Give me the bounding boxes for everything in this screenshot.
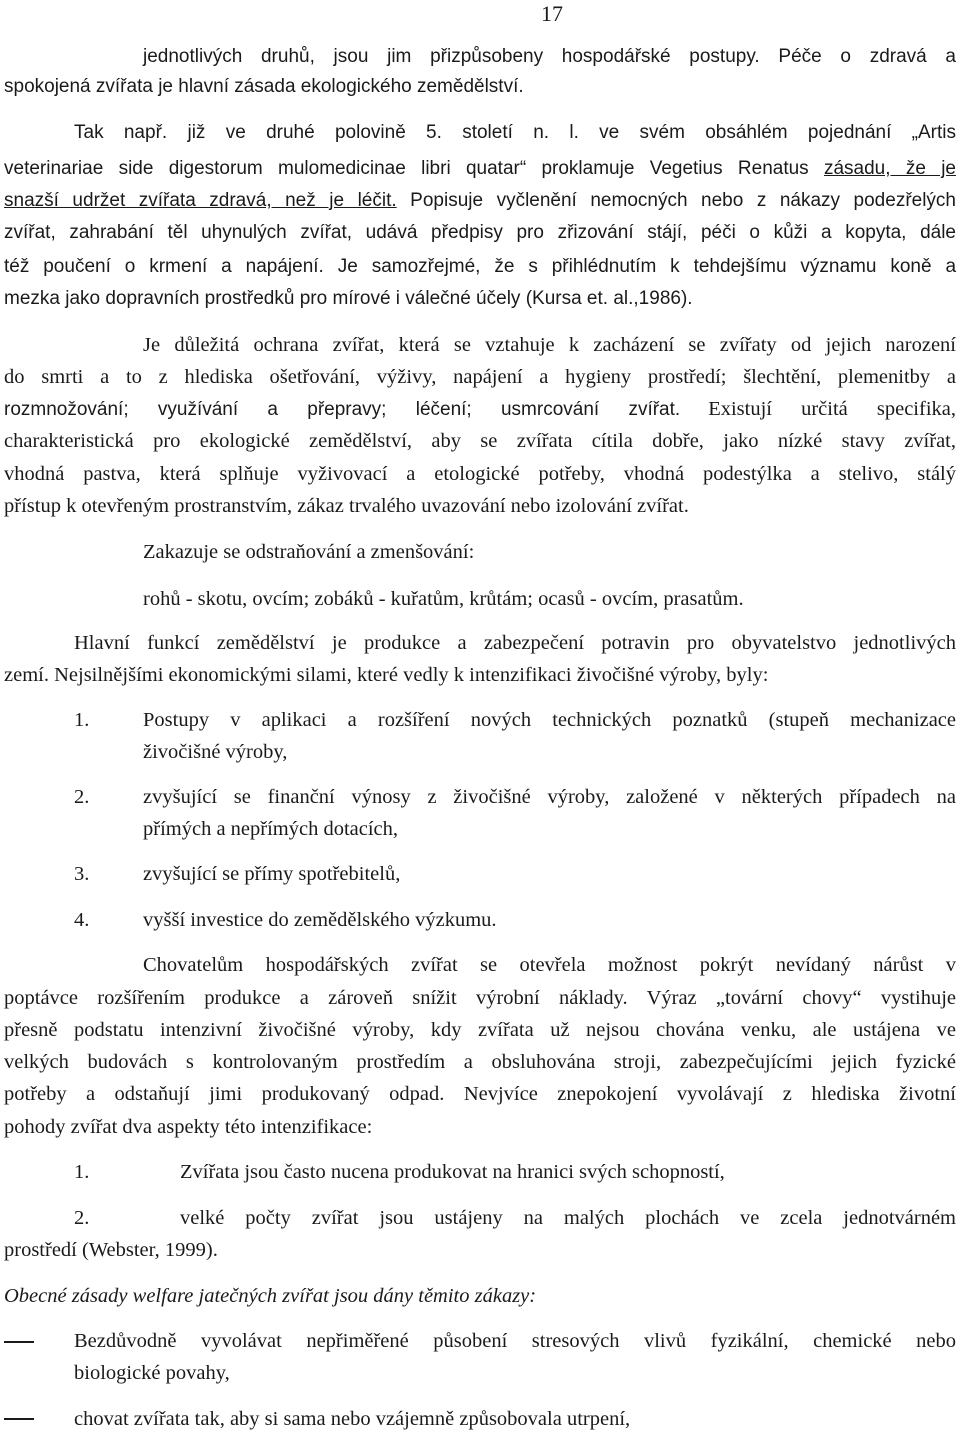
list-item-line: přímých a nepřímých dotacích, [143, 818, 399, 840]
list-item-line: Postupy v aplikaci a rozšíření nových technických poznatků (stupeň mechanizace [143, 709, 956, 731]
list-item-line: zvyšující se finanční výnosy z živočišné výroby, založené v některých případech na [143, 786, 956, 808]
text-line: do smrti a to z hlediska ošetřování, výživy, napájení a hygieny prostředí; šlechtění, plemenitby a [4, 366, 956, 388]
text-span: též poučení o krmení a napájení. [4, 256, 324, 277]
list-number: 2. [74, 786, 90, 808]
text-line: Zakazuje se odstraňování a zmenšování: [143, 541, 475, 563]
text-line: zemí. Nejsilnějšími ekonomickými silami, které vedly k intenzifikaci živočišné výroby, byly: [4, 664, 769, 686]
text-line: pohody zvířat dva aspekty této intenzifikace: [4, 1116, 373, 1138]
list-number: 3. [74, 863, 90, 885]
text-span: Je samozřejmé, že s přihlédnutím k tehdejšímu významu koně a [337, 256, 957, 277]
text-line: zvířat, zahrabání těl uhynulých zvířat, udává předpisy pro zřizování stájí, péči o kůži a kopyta, dále [4, 222, 956, 243]
list-item-line: velké počty zvířat jsou ustájeny na malých plochách ve zcela jednotvárném [180, 1207, 956, 1229]
text-line: spokojená zvířata je hlavní zásada ekologického zemědělství. [4, 76, 524, 97]
text-line: přístup k otevřeným prostranstvím, zákaz trvalého uvazování nebo izolování zvířat. [4, 495, 689, 517]
text-span: veterinariae side digestorum mulomedicinae libri quatar“ proklamuje Vegetius Renatus [4, 158, 809, 179]
list-item-line: biologické povahy, [74, 1362, 230, 1384]
dash-bullet [4, 1418, 34, 1420]
text-span: Existují určitá specifika, [708, 398, 956, 420]
text-line: charakteristická pro ekologické zemědělství, aby se zvířata cítila dobře, jako nízké stavy zvířat, [4, 430, 956, 452]
text-line [4, 154, 956, 184]
text-line: jednotlivých druhů, jsou jim přizpůsobeny hospodářské postupy. Péče o zdravá a [143, 46, 956, 67]
list-item-line: zvyšující se přímy spotřebitelů, [143, 863, 401, 885]
text-line: velkých budovách s kontrolovaným prostředím a obsluhována stroji, zabezpečujícími jejich fyzické [4, 1051, 956, 1073]
dash-bullet [4, 1341, 34, 1343]
text-line [4, 186, 956, 216]
underlined-text: zásadu, že je [823, 158, 956, 179]
text-line: Hlavní funkcí zemědělství je produkce a zabezpečení potravin pro obyvatelstvo jednotlivých [74, 632, 956, 654]
list-number: 1. [74, 1161, 90, 1183]
list-item-line: Zvířata jsou často nucena produkovat na hranici svých schopností, [180, 1161, 725, 1183]
list-item-line: chovat zvířata tak, aby si sama nebo vzájemně způsobovala utrpení, [74, 1408, 631, 1430]
text-line: vhodná pastva, která splňuje vyživovací a etologické potřeby, vhodná podestýlka a stelivo, stálý [4, 463, 956, 485]
text-line: Je důležitá ochrana zvířat, která se vztahuje k zacházení se zvířaty od jejich narození [143, 334, 956, 356]
list-item-line: vyšší investice do zemědělského výzkumu. [143, 909, 497, 931]
list-item-line: živočišné výroby, [143, 741, 288, 763]
text-line: Chovatelům hospodářských zvířat se otevřela možnost pokrýt nevídaný nárůst v [143, 954, 956, 976]
list-item-line: prostředí (Webster, 1999). [4, 1239, 218, 1261]
page-number: 17 [541, 1, 563, 26]
text-line: rohů - skotu, ovcím; zobáků - kuřatům, krůtám; ocasů - ovcím, prasatům. [143, 588, 744, 610]
text-line [4, 394, 956, 426]
underlined-text: snazší udržet zvířata zdravá, než je léčit. [4, 190, 397, 211]
text-span: rozmnožování; využívání a přepravy; léčení; usmrcování zvířat. [4, 399, 681, 420]
list-number: 4. [74, 909, 90, 931]
list-number: 1. [74, 709, 90, 731]
section-heading: Obecné zásady welfare jatečných zvířat jsou dány těmito zákazy: [4, 1285, 537, 1307]
text-line: poptávce rozšířením produkce a zároveň snížit výrobní náklady. Výraz „tovární chovy“ vystihuje [4, 987, 956, 1009]
text-line [4, 252, 956, 282]
text-line: mezka jako dopravních prostředků pro mírové i válečné účely (Kursa et. al.,1986). [4, 288, 693, 309]
text-line: potřeby a odstaňují jimi produkovaný odpad. Nevjvíce znepokojení vyvolávají z hlediska životní [4, 1083, 956, 1105]
list-item-line: Bezdůvodně vyvolávat nepřiměřené působení stresových vlivů fyzikální, chemické nebo [74, 1330, 956, 1352]
text-line: přesně podstatu intenzivní živočišné výroby, kdy zvířata už nejsou chována venku, ale ustájena ve [4, 1019, 956, 1041]
text-span: Popisuje vyčlenění nemocných nebo z nákazy podezřelých [410, 190, 957, 211]
text-line: Tak např. již ve druhé polovině 5. století n. l. ve svém obsáhlém pojednání „Artis [74, 122, 956, 143]
list-number: 2. [74, 1207, 90, 1229]
